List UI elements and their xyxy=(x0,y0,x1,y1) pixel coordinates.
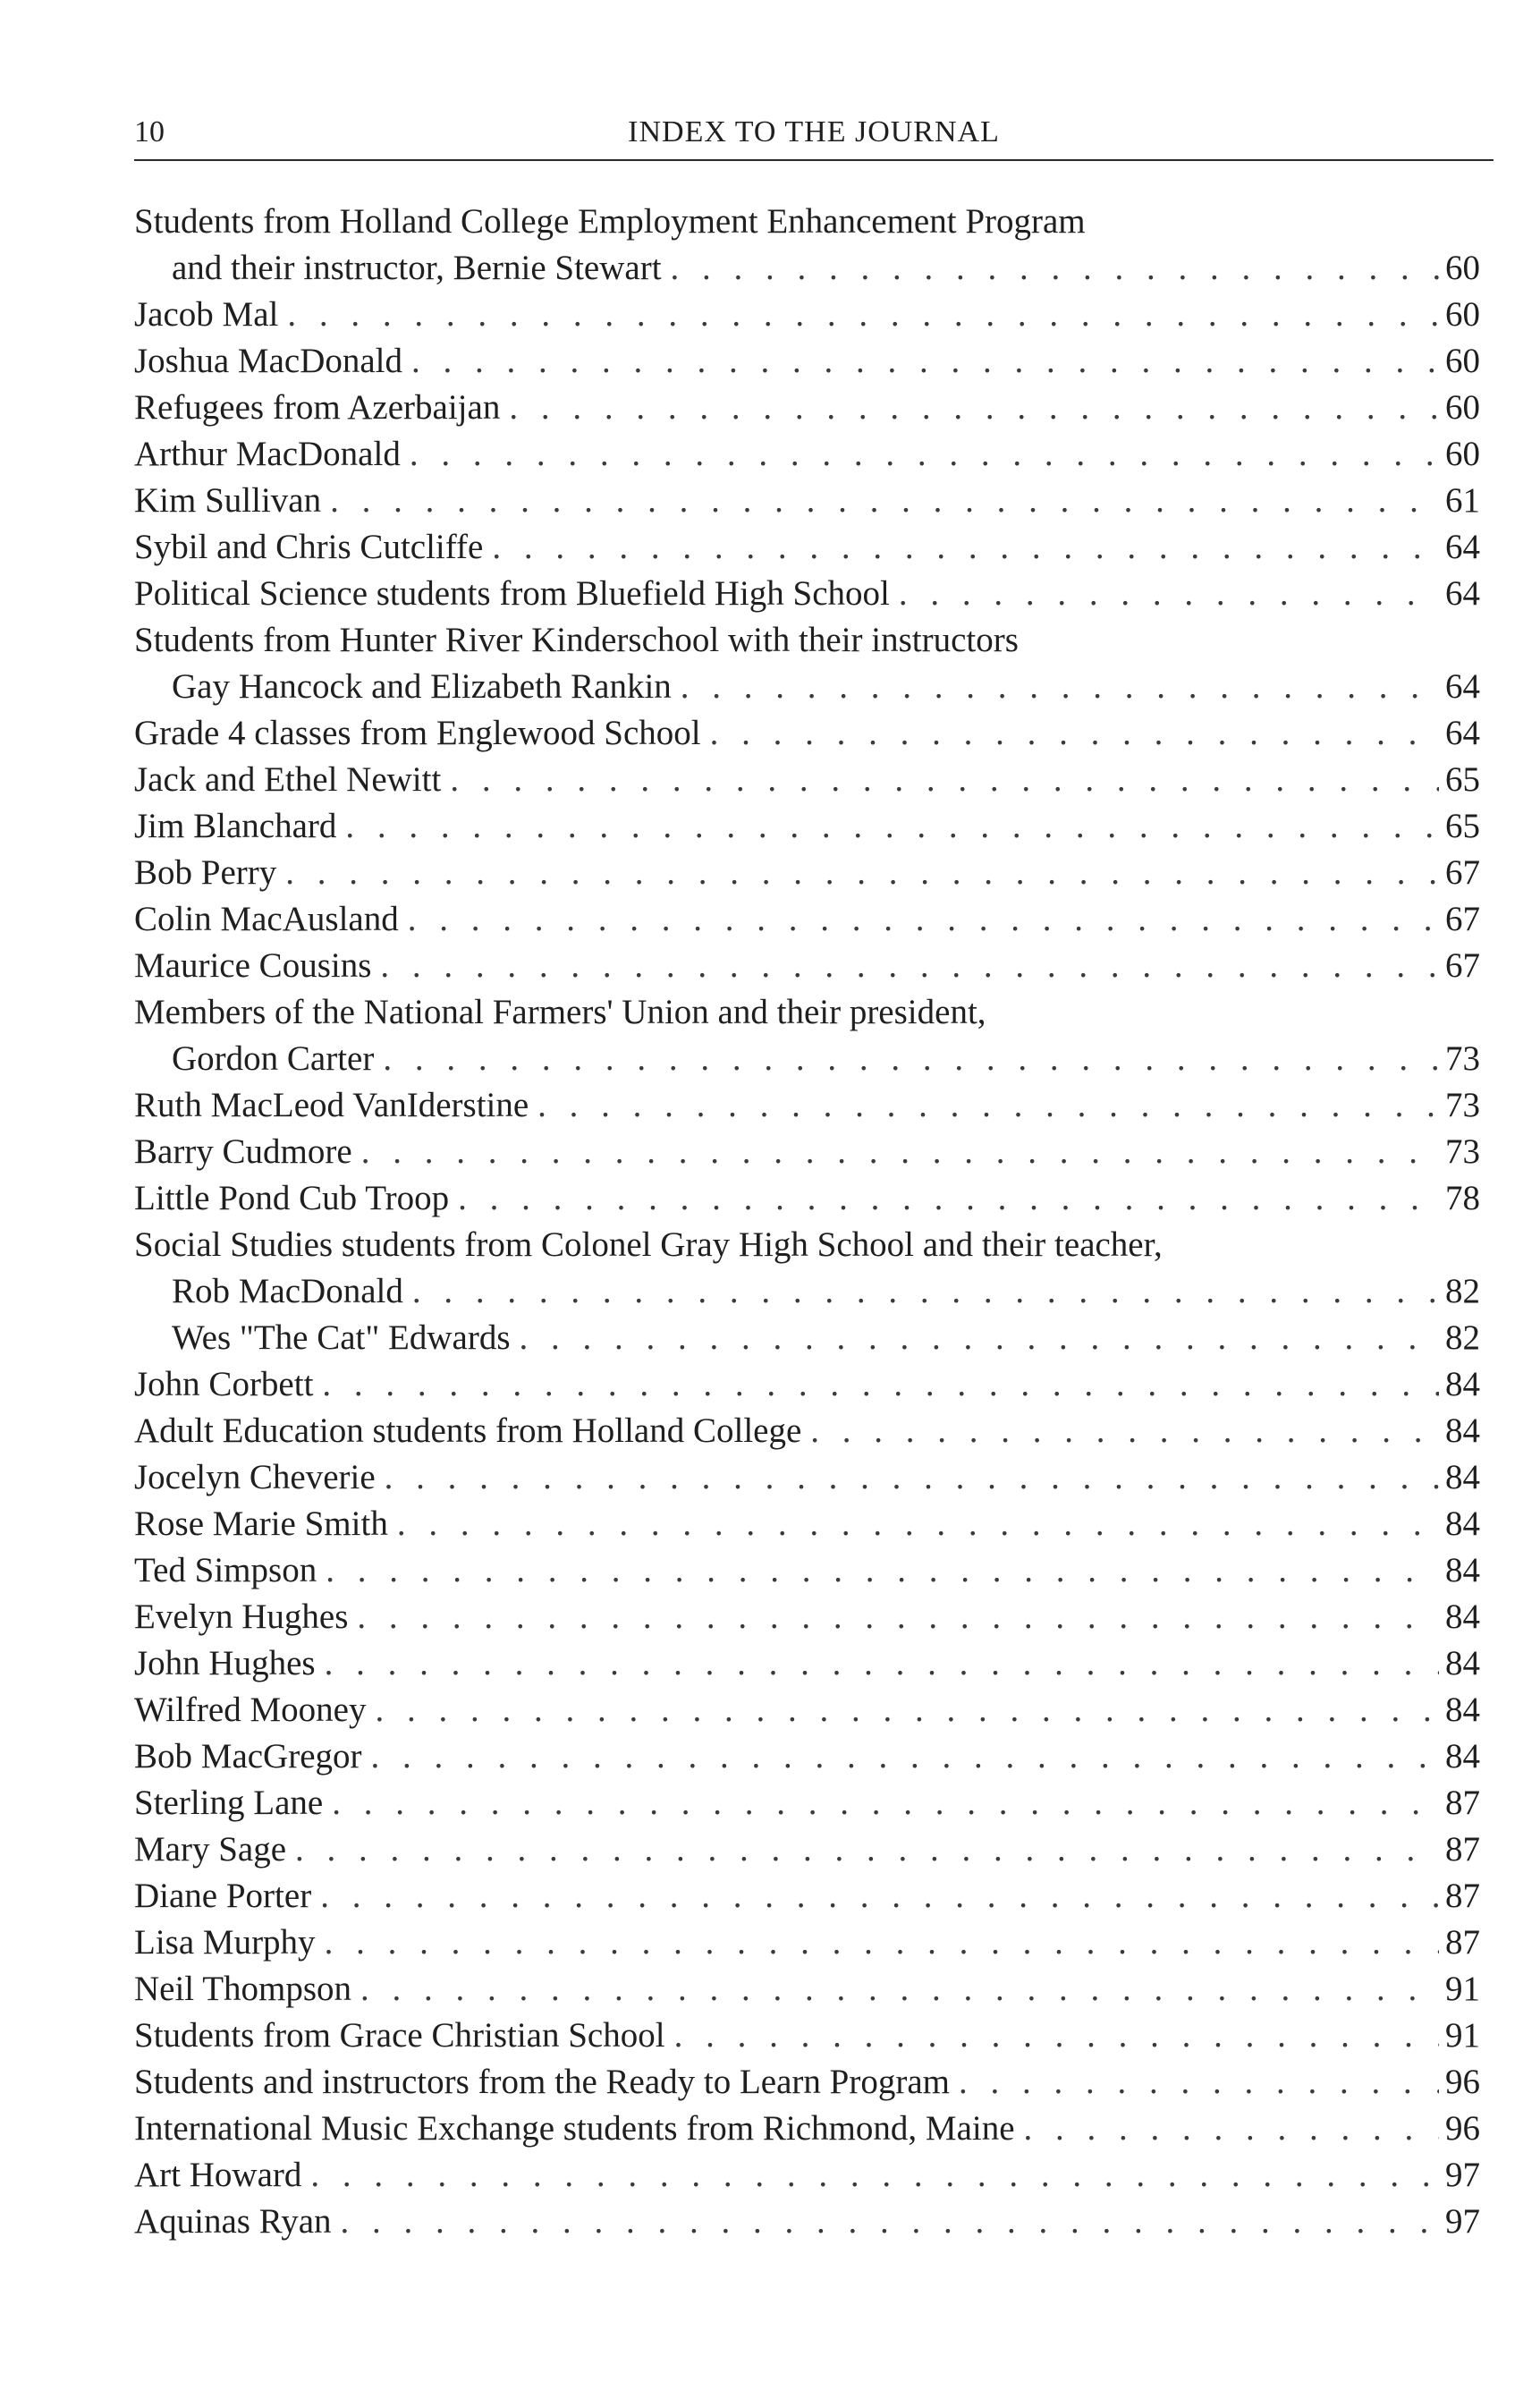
index-entry-text: Bob Perry xyxy=(134,853,277,892)
index-entry-text: Arthur MacDonald xyxy=(134,435,401,473)
index-entry-text: Bob MacGregor xyxy=(134,1737,362,1776)
index-entry-line xyxy=(134,292,1480,338)
index-entry xyxy=(134,2106,1480,2152)
dot-leader xyxy=(357,1594,1439,1640)
index-entry-text: Rob MacDonald xyxy=(172,1272,403,1310)
index-entry-text: Kim Sullivan xyxy=(134,481,322,520)
index-entry-line xyxy=(134,617,1480,664)
index-entry-page: 84 xyxy=(1445,1598,1480,1636)
index-entry-line xyxy=(134,1454,1480,1501)
index-entry-line xyxy=(134,896,1480,943)
index-entry-text: Sterling Lane xyxy=(134,1784,324,1822)
index-entry-line xyxy=(134,431,1480,478)
index-entry-line xyxy=(134,478,1480,524)
index-entry-line xyxy=(134,989,1480,1036)
index-entry-line xyxy=(134,1733,1480,1780)
dot-leader xyxy=(899,571,1439,617)
index-entry-page: 84 xyxy=(1445,1737,1480,1776)
index-entry-line xyxy=(134,664,1480,710)
dot-leader xyxy=(325,1920,1439,1966)
dot-leader xyxy=(385,1454,1439,1501)
index-entry-line xyxy=(134,385,1480,431)
dot-leader xyxy=(492,524,1439,571)
index-entry xyxy=(134,338,1480,385)
index-entry-page: 97 xyxy=(1445,2156,1480,2194)
index-entry xyxy=(134,1408,1480,1454)
index-entry-line xyxy=(134,199,1480,245)
dot-leader xyxy=(810,1408,1439,1454)
index-entry-text: Adult Education students from Holland College xyxy=(134,1411,802,1450)
index-entry xyxy=(134,1920,1480,1966)
index-entry-line xyxy=(134,1687,1480,1733)
dot-leader xyxy=(383,1036,1439,1082)
index-entry-line xyxy=(134,524,1480,571)
index-entry-text: Joshua MacDonald xyxy=(134,342,403,380)
dot-leader xyxy=(295,1826,1439,1873)
index-entry-line xyxy=(134,1826,1480,1873)
dot-leader xyxy=(345,803,1439,850)
dot-leader xyxy=(959,2059,1439,2106)
index-entry-text: Rose Marie Smith xyxy=(134,1504,388,1543)
dot-leader xyxy=(674,2013,1439,2059)
index-entry xyxy=(134,1501,1480,1547)
index-entry-text: Maurice Cousins xyxy=(134,946,372,985)
index-entry-text: Art Howard xyxy=(134,2156,302,2194)
index-entry-text: Wes "The Cat" Edwards xyxy=(172,1318,511,1357)
index-entry-page: 60 xyxy=(1445,435,1480,473)
index-entry xyxy=(134,1175,1480,1222)
index-entry-text: Ruth MacLeod VanIderstine xyxy=(134,1086,529,1124)
index-entry-text: Aquinas Ryan xyxy=(134,2202,332,2241)
index-entry-page: 73 xyxy=(1445,1132,1480,1171)
index-entry-page: 78 xyxy=(1445,1179,1480,1217)
index-entry-text: Jocelyn Cheverie xyxy=(134,1458,376,1496)
dot-leader xyxy=(320,1873,1439,1920)
dot-leader xyxy=(411,338,1439,385)
index-entry-page: 87 xyxy=(1445,1830,1480,1869)
index-entry xyxy=(134,2152,1480,2199)
dot-leader xyxy=(537,1082,1439,1129)
index-entry xyxy=(134,2059,1480,2106)
index-entry-page: 64 xyxy=(1445,667,1480,706)
index-entry xyxy=(134,989,1480,1082)
index-entry-line xyxy=(134,2106,1480,2152)
dot-leader xyxy=(310,2152,1439,2199)
dot-leader xyxy=(371,1733,1439,1780)
running-head: INDEX TO THE JOURNAL xyxy=(628,115,1000,148)
page-header xyxy=(134,109,1493,161)
index-entry xyxy=(134,1454,1480,1501)
dot-leader xyxy=(520,1315,1439,1361)
index-entry-text: Jacob Mal xyxy=(134,295,279,334)
index-entry-text: Students from Holland College Employment Enhancement Program xyxy=(134,202,1086,241)
index-entry xyxy=(134,2013,1480,2059)
dot-leader xyxy=(509,385,1439,431)
dot-leader xyxy=(710,710,1439,757)
index-entry-page: 64 xyxy=(1445,714,1480,752)
index-entry-line xyxy=(134,1129,1480,1175)
index-entry-page: 61 xyxy=(1445,481,1480,520)
index-entry xyxy=(134,1733,1480,1780)
index-entry-page: 67 xyxy=(1445,946,1480,985)
dot-leader xyxy=(361,1129,1439,1175)
index-entry-page: 64 xyxy=(1445,574,1480,613)
index-entry-page: 96 xyxy=(1445,2109,1480,2148)
index-entry-line xyxy=(134,1873,1480,1920)
dot-leader xyxy=(332,1780,1439,1826)
page-number: 10 xyxy=(134,115,165,148)
index-entry-page: 60 xyxy=(1445,342,1480,380)
index-entry-page: 91 xyxy=(1445,1970,1480,2008)
index-entry xyxy=(134,478,1480,524)
dot-leader xyxy=(287,292,1439,338)
index-entry-page: 84 xyxy=(1445,1504,1480,1543)
index-entry-line xyxy=(134,1640,1480,1687)
index-entry-line xyxy=(134,2013,1480,2059)
dot-leader xyxy=(410,431,1439,478)
index-entry-text: John Corbett xyxy=(134,1365,314,1403)
dot-leader xyxy=(412,1268,1439,1315)
index-entry-text: Students and instructors from the Ready to Learn Program xyxy=(134,2063,950,2101)
index-entry-text: Lisa Murphy xyxy=(134,1923,316,1962)
index-entry-page: 84 xyxy=(1445,1551,1480,1589)
index-entry xyxy=(134,292,1480,338)
index-entry-text: John Hughes xyxy=(134,1644,316,1682)
index-entry-line xyxy=(134,1966,1480,2013)
index-entry-page: 67 xyxy=(1445,853,1480,892)
index-entry-text: Students from Grace Christian School xyxy=(134,2016,665,2055)
index-entry-text: Grade 4 classes from Englewood School xyxy=(134,714,701,752)
index-entry xyxy=(134,1640,1480,1687)
dot-leader xyxy=(322,1361,1439,1408)
index-entries xyxy=(134,199,1480,2245)
index-entry-text: Colin MacAusland xyxy=(134,900,399,938)
dot-leader xyxy=(681,664,1439,710)
index-entry-page: 73 xyxy=(1445,1086,1480,1124)
index-entry-text: Little Pond Cub Troop xyxy=(134,1179,450,1217)
dot-leader xyxy=(450,757,1439,803)
index-entry-text: Members of the National Farmers' Union and their president, xyxy=(134,993,986,1031)
index-entry-line xyxy=(134,2199,1480,2245)
index-entry xyxy=(134,385,1480,431)
index-entry-text: Refugees from Azerbaijan xyxy=(134,388,501,427)
dot-leader xyxy=(341,2199,1440,2245)
index-entry xyxy=(134,710,1480,757)
index-entry-text: Political Science students from Bluefield High School xyxy=(134,574,890,613)
index-entry-text: Barry Cudmore xyxy=(134,1132,352,1171)
index-entry xyxy=(134,199,1480,292)
index-entry-page: 84 xyxy=(1445,1365,1480,1403)
index-entry xyxy=(134,850,1480,896)
index-entry-line xyxy=(134,245,1480,292)
index-entry-page: 84 xyxy=(1445,1644,1480,1682)
index-entry-page: 87 xyxy=(1445,1784,1480,1822)
dot-leader xyxy=(408,896,1439,943)
index-entry xyxy=(134,1082,1480,1129)
index-entry-line xyxy=(134,1920,1480,1966)
index-entry-line xyxy=(134,1361,1480,1408)
index-entry-page: 73 xyxy=(1445,1039,1480,1078)
index-entry xyxy=(134,896,1480,943)
dot-leader xyxy=(285,850,1439,896)
index-entry-line xyxy=(134,757,1480,803)
index-entry-text: Jack and Ethel Newitt xyxy=(134,760,442,799)
dot-leader xyxy=(671,245,1439,292)
index-entry xyxy=(134,1547,1480,1594)
index-entry xyxy=(134,1826,1480,1873)
index-entry xyxy=(134,1129,1480,1175)
index-entry xyxy=(134,1780,1480,1826)
index-entry xyxy=(134,1594,1480,1640)
index-entry-line xyxy=(134,943,1480,989)
index-entry-line xyxy=(134,1268,1480,1315)
index-entry-text: Students from Hunter River Kinderschool with their instructors xyxy=(134,621,1019,659)
index-entry-text: Gordon Carter xyxy=(172,1039,375,1078)
index-entry-text: Mary Sage xyxy=(134,1830,287,1869)
index-entry-text: Jim Blanchard xyxy=(134,807,337,845)
index-entry xyxy=(134,1315,1480,1361)
index-entry-text: Ted Simpson xyxy=(134,1551,317,1589)
index-entry-page: 82 xyxy=(1445,1318,1480,1357)
index-entry-page: 82 xyxy=(1445,1272,1480,1310)
index-entry xyxy=(134,943,1480,989)
dot-leader xyxy=(375,1687,1439,1733)
index-entry-line xyxy=(134,571,1480,617)
dot-leader xyxy=(397,1501,1439,1547)
index-entry-line xyxy=(134,1501,1480,1547)
index-entry-text: Wilfred Mooney xyxy=(134,1691,367,1729)
index-entry xyxy=(134,571,1480,617)
dot-leader xyxy=(326,1547,1439,1594)
index-entry-line xyxy=(134,850,1480,896)
index-entry-text: Evelyn Hughes xyxy=(134,1598,349,1636)
index-entry-line xyxy=(134,1315,1480,1361)
index-entry-page: 60 xyxy=(1445,295,1480,334)
index-entry-line xyxy=(134,710,1480,757)
index-entry-line xyxy=(134,2059,1480,2106)
index-entry xyxy=(134,803,1480,850)
index-entry-line xyxy=(134,1175,1480,1222)
index-entry-page: 84 xyxy=(1445,1411,1480,1450)
index-entry-line xyxy=(134,1036,1480,1082)
index-entry xyxy=(134,617,1480,710)
index-entry-page: 64 xyxy=(1445,528,1480,566)
index-entry xyxy=(134,1361,1480,1408)
index-entry-page: 60 xyxy=(1445,249,1480,287)
index-entry-page: 87 xyxy=(1445,1877,1480,1915)
dot-leader xyxy=(330,478,1439,524)
index-entry-text: Gay Hancock and Elizabeth Rankin xyxy=(172,667,672,706)
index-entry-text: Diane Porter xyxy=(134,1877,312,1915)
index-entry-line xyxy=(134,1547,1480,1594)
index-entry-page: 65 xyxy=(1445,760,1480,799)
index-entry xyxy=(134,431,1480,478)
index-entry-page: 91 xyxy=(1445,2016,1480,2055)
index-entry xyxy=(134,1873,1480,1920)
index-entry xyxy=(134,524,1480,571)
index-entry-page: 67 xyxy=(1445,900,1480,938)
index-entry-page: 84 xyxy=(1445,1458,1480,1496)
index-entry-text: Social Studies students from Colonel Gray High School and their teacher, xyxy=(134,1225,1163,1264)
index-entry-line xyxy=(134,1594,1480,1640)
index-entry-text: and their instructor, Bernie Stewart xyxy=(172,249,662,287)
index-entry-line xyxy=(134,1780,1480,1826)
index-entry-line xyxy=(134,803,1480,850)
index-entry xyxy=(134,1687,1480,1733)
index-entry-page: 84 xyxy=(1445,1691,1480,1729)
index-entry-text: International Music Exchange students from Richmond, Maine xyxy=(134,2109,1015,2148)
index-entry-text: Neil Thompson xyxy=(134,1970,352,2008)
index-entry-line xyxy=(134,1408,1480,1454)
index-entry-page: 60 xyxy=(1445,388,1480,427)
index-entry xyxy=(134,757,1480,803)
index-entry xyxy=(134,1222,1480,1315)
index-entry-page: 97 xyxy=(1445,2202,1480,2241)
index-entry-page: 96 xyxy=(1445,2063,1480,2101)
dot-leader xyxy=(458,1175,1439,1222)
index-entry-line xyxy=(134,338,1480,385)
index-entry xyxy=(134,2199,1480,2245)
index-entry-line xyxy=(134,1082,1480,1129)
index-entry xyxy=(134,1966,1480,2013)
dot-leader xyxy=(1024,2106,1439,2152)
dot-leader xyxy=(360,1966,1439,2013)
index-entry-text: Sybil and Chris Cutcliffe xyxy=(134,528,484,566)
index-entry-page: 87 xyxy=(1445,1923,1480,1962)
index-entry-line xyxy=(134,1222,1480,1268)
dot-leader xyxy=(380,943,1439,989)
index-entry-line xyxy=(134,2152,1480,2199)
index-entry-page: 65 xyxy=(1445,807,1480,845)
dot-leader xyxy=(325,1640,1439,1687)
